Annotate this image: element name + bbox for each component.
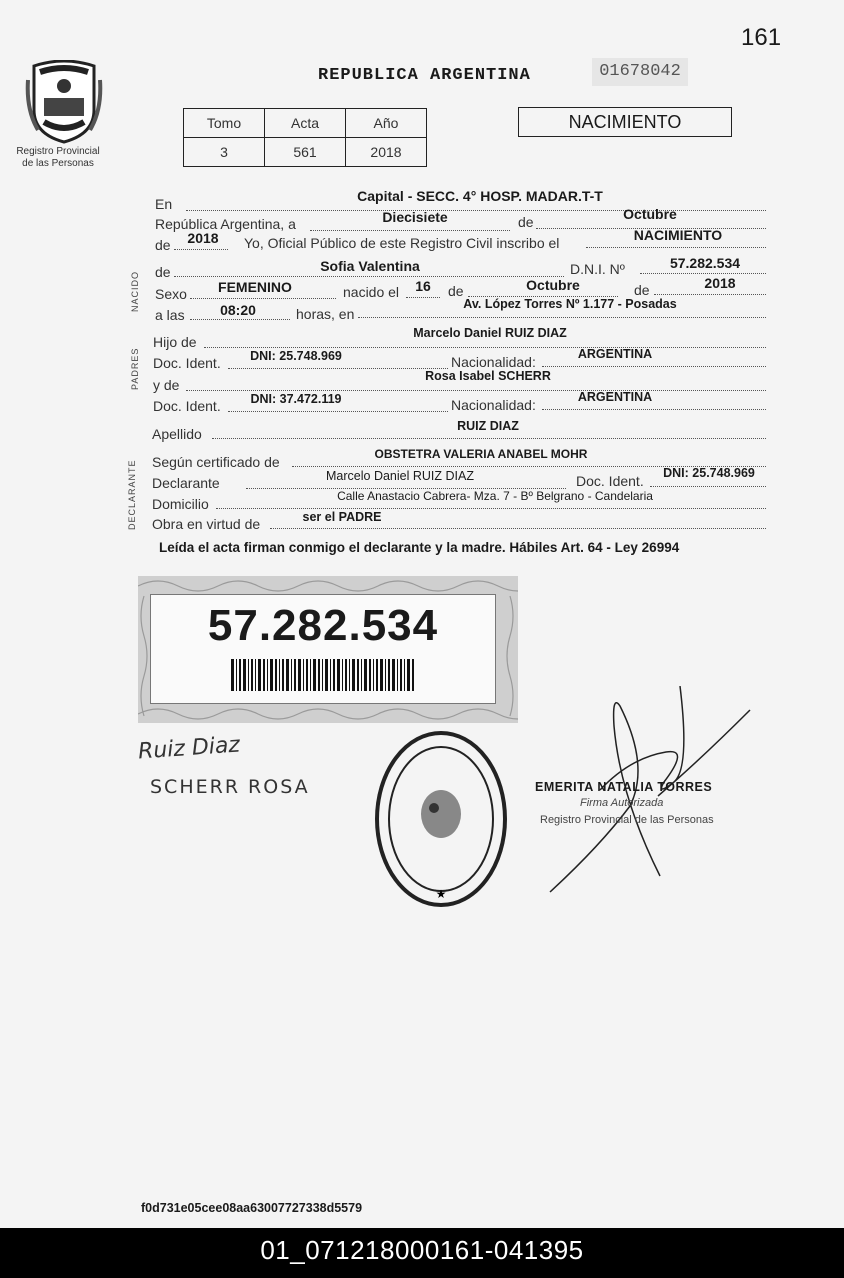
label-a-las: a las (155, 307, 185, 323)
value-dia-texto: Diecisiete (382, 209, 448, 225)
serial-number: 01678042 (592, 58, 688, 86)
barcode-panel (150, 594, 496, 704)
barcode-icon (231, 659, 415, 691)
label-y-de: y de (153, 377, 180, 393)
label-apellido: Apellido (152, 426, 202, 442)
label-de: de (155, 237, 171, 253)
value-certificado: OBSTETRA VALERIA ANABEL MOHR (374, 447, 588, 461)
value-apellido: RUIZ DIAZ (457, 419, 519, 433)
label-en: En (155, 196, 173, 212)
label-horas-en: horas, en (296, 306, 355, 322)
label-declarante: Declarante (152, 475, 220, 491)
register-table-header (184, 109, 427, 138)
label-yo: Yo, Oficial Público de este Registro Civil inscribo el (244, 235, 560, 251)
value-sexo: FEMENINO (218, 279, 292, 295)
value-madre: Rosa Isabel SCHERR (425, 369, 551, 383)
register-table-values (184, 138, 427, 167)
value-dia-nac: 16 (415, 278, 431, 294)
value-nombre: Sofia Valentina (320, 258, 420, 274)
document-type-box: NACIMIENTO (518, 107, 732, 137)
value-madre-nac: ARGENTINA (577, 390, 653, 404)
official-role: Firma Autorizada (580, 797, 664, 809)
register-table (183, 108, 427, 167)
official-org: Registro Provincial de las Personas (540, 814, 714, 826)
header-tomo: Tomo (184, 109, 265, 138)
label-domicilio: Domicilio (152, 496, 209, 512)
value-padre: Marcelo Daniel RUIZ DIAZ (413, 326, 567, 340)
value-lugar: Capital - SECC. 4° HOSP. MADAR.T-T (357, 188, 603, 204)
logo-caption-line2: de las Personas (22, 158, 94, 169)
coat-of-arms-icon (24, 60, 104, 144)
label-de: de (155, 264, 171, 280)
logo-caption (10, 146, 106, 170)
side-label-declarante: DECLARANTE (127, 459, 137, 530)
value-acto: NACIMIENTO (633, 227, 723, 243)
bottom-code-bar: 01_071218000161-041395 (0, 1228, 844, 1278)
value-anio: 2018 (346, 138, 427, 167)
signature-declarante: Ruiz Diaz (137, 732, 241, 765)
value-obra: ser el PADRE (302, 510, 382, 524)
label-nacionalidad: Nacionalidad: (451, 354, 536, 370)
label-de: de (448, 283, 464, 299)
value-declarante: Marcelo Daniel RUIZ DIAZ (326, 469, 474, 483)
logo-caption-line1: Registro Provincial (16, 146, 100, 157)
label-de: de (518, 214, 534, 230)
official-seal-icon (372, 728, 510, 910)
official-name: EMERITA NATALIA TORRES (535, 780, 713, 794)
value-acta: 561 (265, 138, 346, 167)
dni-barcode-stamp (138, 576, 518, 723)
document-title: REPUBLICA ARGENTINA (318, 66, 531, 85)
label-hijo-de: Hijo de (153, 334, 197, 350)
value-hora: 08:20 (220, 302, 256, 318)
header-anio: Año (346, 109, 427, 138)
label-obra: Obra en virtud de (152, 516, 261, 532)
label-republica: República Argentina, a (155, 216, 296, 232)
page-number: 161 (741, 24, 782, 51)
barcode-number: 57.282.534 (207, 601, 439, 650)
label-segun: Según certificado de (152, 454, 280, 470)
side-label-nacido: NACIDO (130, 270, 140, 312)
value-declarante-doc: DNI: 25.748.969 (663, 466, 755, 480)
value-domicilio: Calle Anastacio Cabrera- Mza. 7 - Bº Belgrano - Candelaria (337, 489, 653, 503)
value-anio-registro: 2018 (187, 230, 219, 246)
value-tomo: 3 (184, 138, 265, 167)
label-doc-ident: Doc. Ident. (576, 473, 644, 489)
label-nacido-el: nacido el (343, 284, 400, 300)
header-acta: Acta (265, 109, 346, 138)
value-anio-nac: 2018 (704, 275, 736, 291)
value-padre-nac: ARGENTINA (577, 347, 653, 361)
label-sexo: Sexo (155, 286, 187, 302)
value-lugar-nac: Av. López Torres Nº 1.177 - Posadas (463, 297, 677, 311)
value-padre-doc: DNI: 25.748.969 (250, 349, 342, 363)
value-mes-registro: Octubre (623, 206, 677, 222)
document-hash: f0d731e05cee08aa63007727338d5579 (141, 1201, 363, 1215)
label-dni: D.N.I. Nº (570, 261, 625, 277)
province-logo (14, 60, 114, 149)
label-doc-ident: Doc. Ident. (153, 355, 221, 371)
side-label-padres: PADRES (130, 347, 140, 390)
svg-text:★: ★ (435, 887, 447, 901)
closing-text: Leída el acta firman conmigo el declarante y la madre. Hábiles Art. 64 - Ley 26994 (159, 540, 680, 555)
label-de: de (634, 282, 650, 298)
label-nacionalidad: Nacionalidad: (451, 397, 536, 413)
label-doc-ident: Doc. Ident. (153, 398, 221, 414)
value-madre-doc: DNI: 37.472.119 (250, 392, 342, 406)
value-mes-nac: Octubre (526, 277, 580, 293)
value-dni: 57.282.534 (669, 255, 741, 271)
signature-madre: SCHERR ROSA (150, 776, 310, 798)
